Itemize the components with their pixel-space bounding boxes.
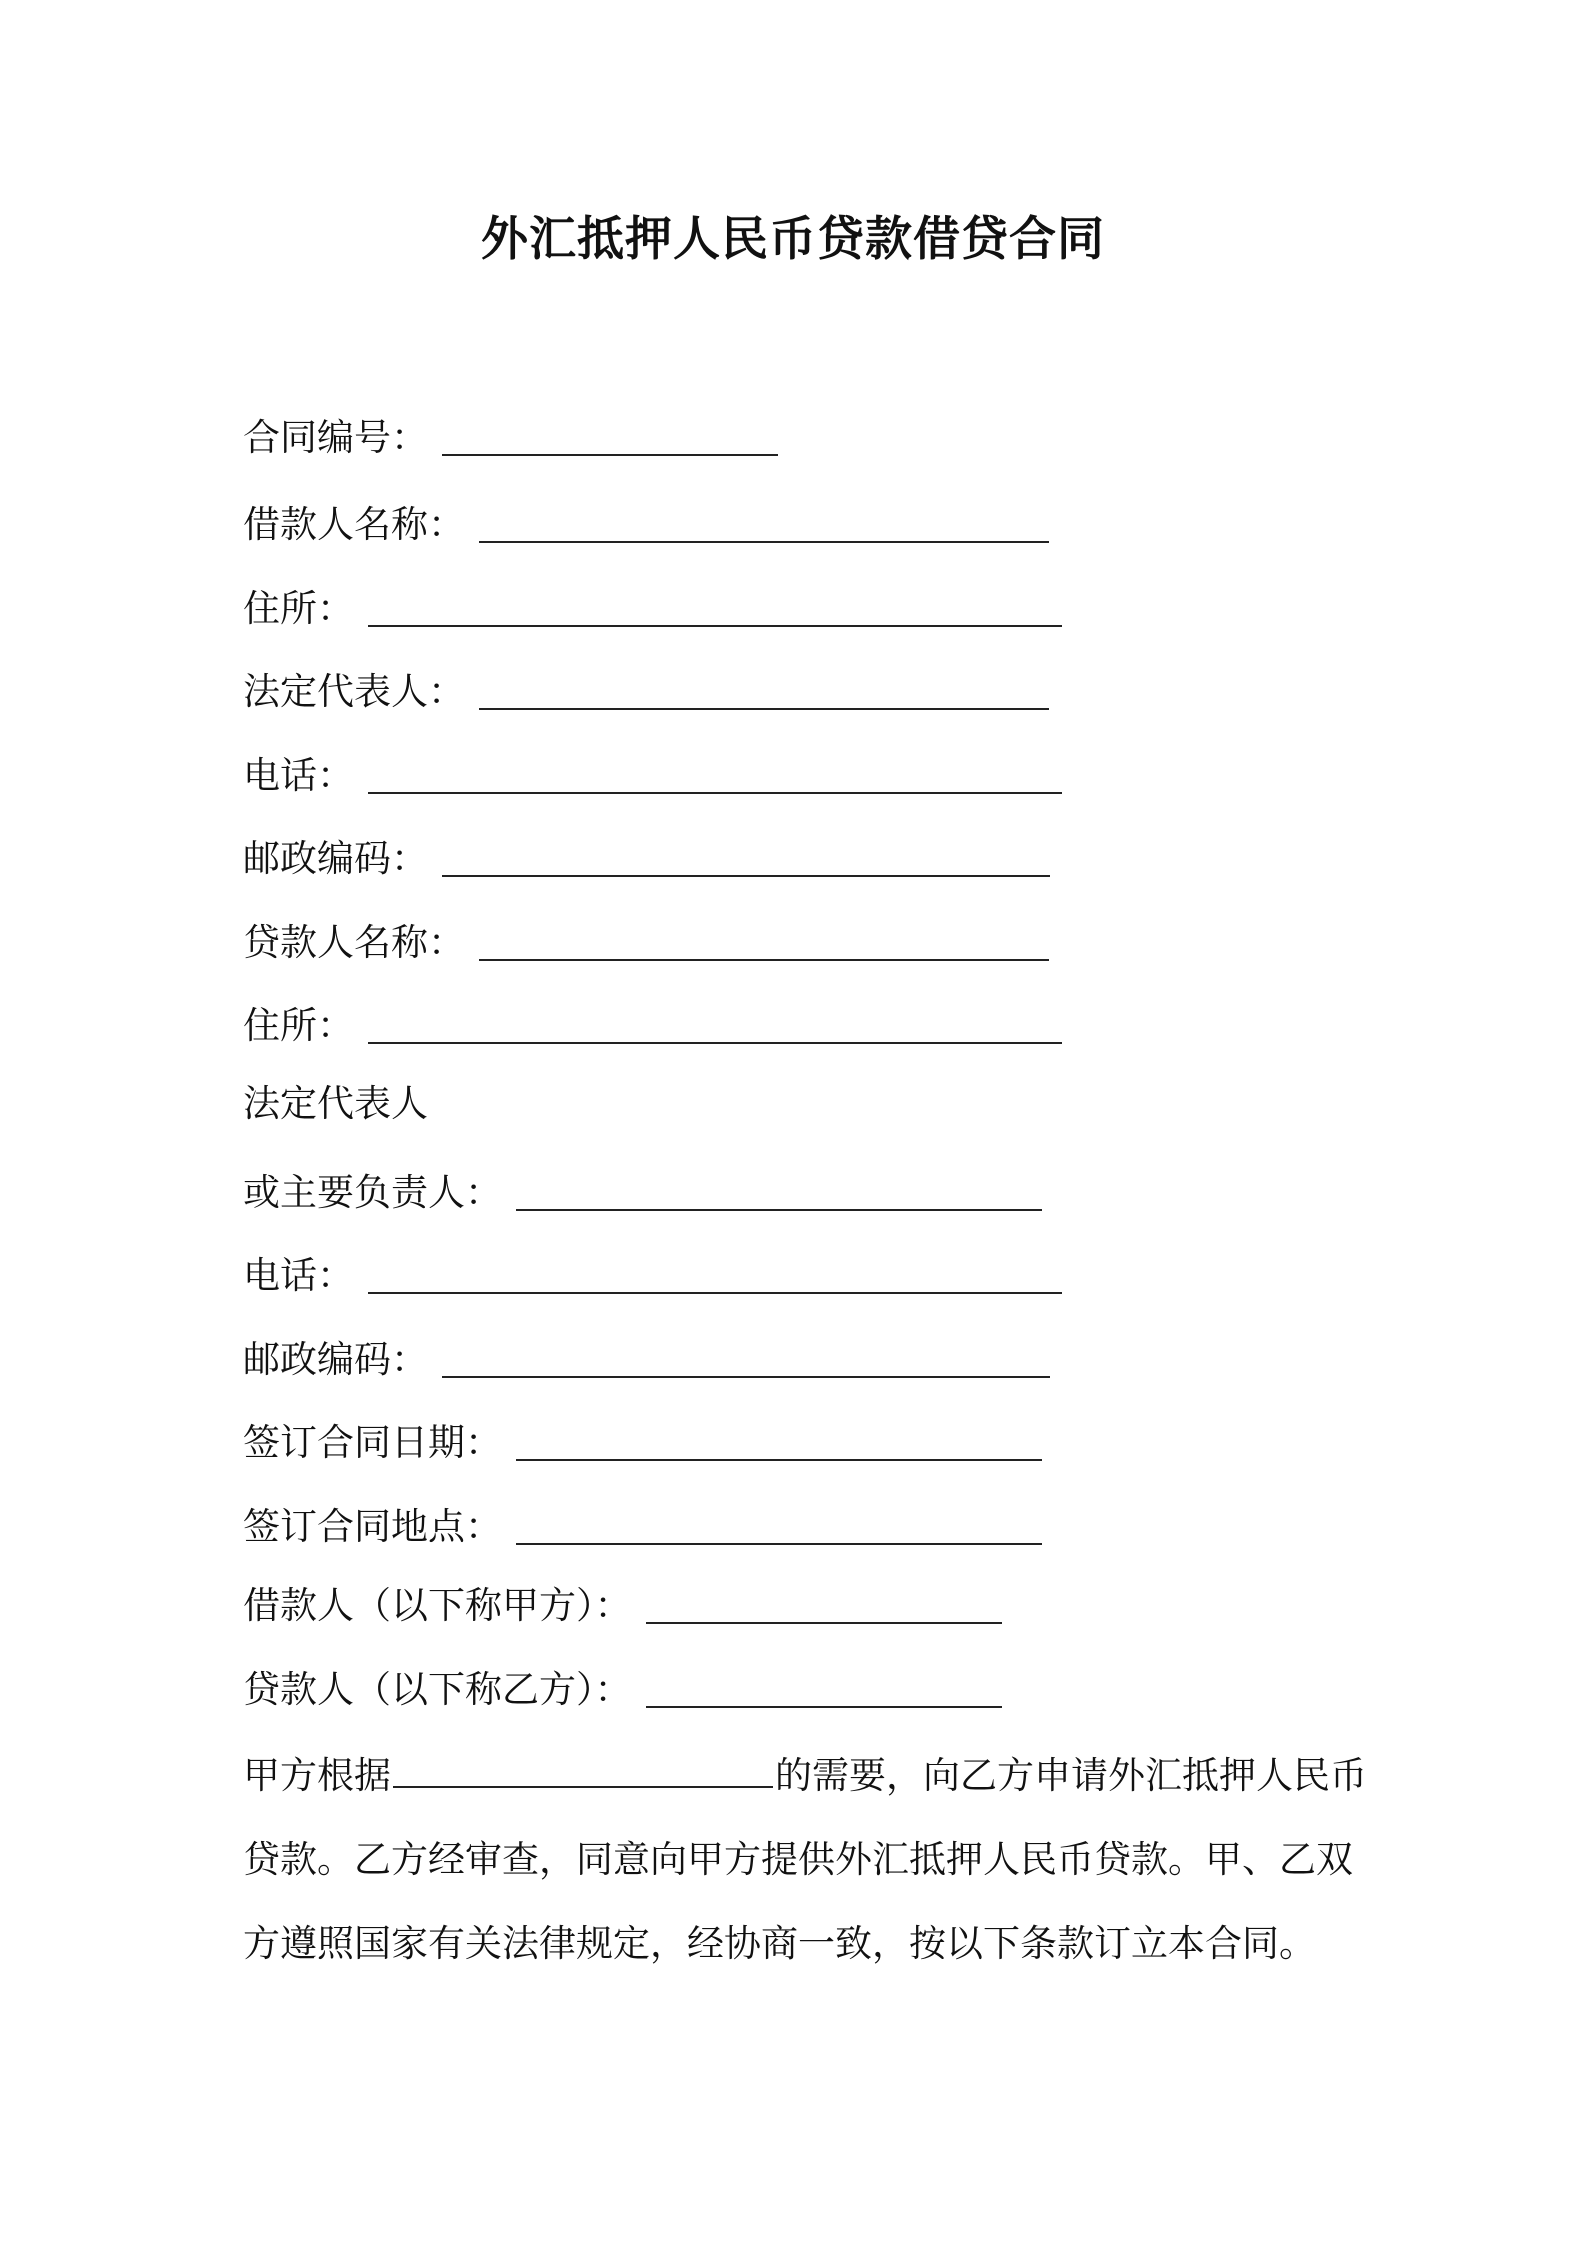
- field-party-a: [243, 1580, 1002, 1632]
- field-signing-date: [243, 1417, 1042, 1469]
- field-label: 邮政编码：: [243, 837, 428, 880]
- borrower-legal-rep-blank[interactable]: [479, 672, 1049, 710]
- field-label: 签订合同地点：: [243, 1505, 502, 1548]
- field-lender-principal: [243, 1167, 1042, 1219]
- preamble-line-2: 贷款。乙方经审查，同意向甲方提供外汇抵押人民币贷款。甲、乙双: [243, 1838, 1353, 1881]
- field-lender-legal-rep: [243, 1078, 428, 1130]
- field-label: 借款人名称：: [243, 503, 465, 546]
- contract-preamble: [243, 1734, 1367, 1986]
- party-a-blank[interactable]: [646, 1586, 1002, 1624]
- field-borrower-postcode: [243, 833, 1050, 885]
- lender-address-blank[interactable]: [368, 1006, 1062, 1044]
- field-label: 住所：: [243, 587, 354, 630]
- field-label: 住所：: [243, 1004, 354, 1047]
- field-lender-name: [243, 917, 1049, 969]
- lender-postcode-blank[interactable]: [442, 1340, 1050, 1378]
- borrower-postcode-blank[interactable]: [442, 839, 1050, 877]
- field-label: 法定代表人：: [243, 670, 465, 713]
- field-borrower-phone: [243, 750, 1062, 802]
- party-b-blank[interactable]: [646, 1670, 1002, 1708]
- field-signing-place: [243, 1501, 1042, 1553]
- field-label: 贷款人（以下称乙方）：: [243, 1668, 632, 1711]
- field-label: 借款人（以下称甲方）：: [243, 1584, 632, 1627]
- field-label: 合同编号：: [243, 416, 428, 459]
- field-label: 签订合同日期：: [243, 1421, 502, 1464]
- preamble-line-3: 方遵照国家有关法律规定，经协商一致，按以下条款订立本合同。: [243, 1922, 1316, 1965]
- field-borrower-name: [243, 499, 1049, 551]
- field-party-b: [243, 1664, 1002, 1716]
- preamble-line-1: [243, 1734, 1367, 1818]
- signing-date-blank[interactable]: [516, 1423, 1042, 1461]
- field-label: 或主要负责人：: [243, 1171, 502, 1214]
- field-lender-address: [243, 1000, 1062, 1052]
- borrower-address-blank[interactable]: [368, 589, 1062, 627]
- field-borrower-address: [243, 583, 1062, 635]
- borrower-name-blank[interactable]: [479, 505, 1049, 543]
- lender-name-blank[interactable]: [479, 923, 1049, 961]
- field-label: 电话：: [243, 1254, 354, 1297]
- borrower-phone-blank[interactable]: [368, 756, 1062, 794]
- field-label: 邮政编码：: [243, 1338, 428, 1381]
- preamble-line-1-after: 的需要，向乙方申请外汇抵押人民币: [775, 1754, 1367, 1797]
- field-borrower-legal-rep: [243, 666, 1049, 718]
- purpose-blank[interactable]: [393, 1750, 773, 1788]
- signing-place-blank[interactable]: [516, 1507, 1042, 1545]
- field-label: 贷款人名称：: [243, 921, 465, 964]
- field-contract-number: [243, 412, 778, 464]
- preamble-line-1-before: 甲方根据: [243, 1754, 391, 1797]
- lender-phone-blank[interactable]: [368, 1256, 1062, 1294]
- field-lender-postcode: [243, 1334, 1050, 1386]
- lender-principal-blank[interactable]: [516, 1173, 1042, 1211]
- field-lender-phone: [243, 1250, 1062, 1302]
- document-title: 外汇抵押人民币贷款借贷合同: [481, 212, 1105, 267]
- field-label: 法定代表人: [243, 1082, 428, 1125]
- field-label: 电话：: [243, 754, 354, 797]
- contract-number-blank[interactable]: [442, 418, 778, 456]
